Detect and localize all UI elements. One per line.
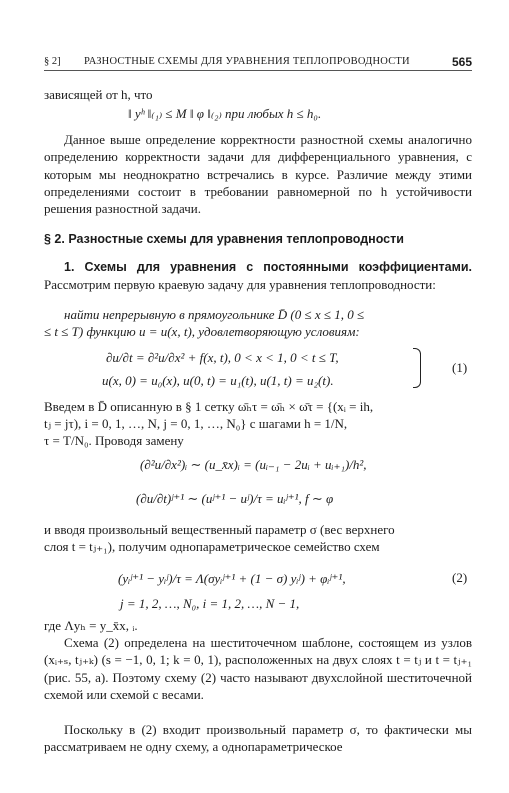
boundary-conditions: u(x, 0) = u₀(x), u(0, t) = u₁(t), u(1, t) = u₂(t). — [102, 373, 334, 388]
section-heading: § 2. Разностные схемы для уравнения теплопроводности — [44, 232, 404, 246]
grid-line-1: Введем в D̄ описанную в § 1 сетку ω̄ₕτ = ω̄ₕ × ω̄τ = {(xᵢ = ih, — [44, 399, 374, 414]
paragraph-definition: Данное выше определение корректности разностной схемы аналогично определению корректности задачи для дифференциального уравнения, с которым мы неоднократно встречались в курсе. Различие между этими определениями состоит в требовании равномерной по h устойчивости решения разностной задачи. — [44, 132, 472, 217]
header-title: РАЗНОСТНЫЕ СХЕМЫ ДЛЯ УРАВНЕНИЯ ТЕПЛОПРОВОДНОСТИ — [84, 56, 410, 67]
task-line-2: ≤ t ≤ T) функцию u = u(x, t), удовлетворяющую условиям: — [44, 324, 360, 339]
header-rule — [44, 70, 472, 71]
grid-line-2: tⱼ = jτ), i = 0, 1, …, N, j = 0, 1, …, N₀} с шагами h = 1/N, — [44, 416, 348, 431]
page-number: 565 — [451, 55, 472, 69]
intro-text: Рассмотрим первую краевую задачу для уравнения теплопроводности: — [44, 277, 436, 293]
subsection-heading: 1. Схемы для уравнения с постоянными коэффициентами. — [64, 260, 472, 274]
index-ranges: j = 1, 2, …, N₀, i = 1, 2, …, N − 1, — [120, 596, 300, 611]
heat-equation: ∂u/∂t = ∂²u/∂x² + f(x, t), 0 < x < 1, 0 < t ≤ T, — [106, 350, 339, 365]
weight-line-1: и вводя произвольный вещественный параметр σ (вес верхнего — [44, 522, 395, 537]
right-brace — [413, 348, 421, 388]
weight-line-2: слоя t = tⱼ₊₁), получим однопараметрическое семейство схем — [44, 539, 380, 554]
task-line-1: найти непрерывную в прямоугольнике D̄ (0 ≤ x ≤ 1, 0 ≤ — [64, 307, 365, 322]
equation-number-1: (1) — [452, 360, 468, 375]
header-section: § 2] — [44, 56, 61, 67]
second-derivative-approx: (∂²u/∂x²)ᵢ ∼ (u_x̄x)ᵢ = (uᵢ₋₁ − 2uᵢ + uᵢ₊₁)/h², — [140, 457, 367, 472]
paragraph-intro — [44, 258, 472, 294]
operator-definition: где Λyₕ = y_x̄x, ᵢ. — [44, 618, 138, 633]
time-derivative-approx: (∂u/∂t)ʲ⁺¹ ∼ (uʲ⁺¹ − uʲ)/τ = uᵢʲ⁺¹, f ∼ φ — [136, 491, 334, 506]
grid-line-3: τ = T/N₀. Проводя замену — [44, 433, 184, 448]
equation-number-2: (2) — [452, 570, 468, 585]
text-line: зависящей от h, что — [44, 87, 153, 102]
scheme-equation: (yᵢʲ⁺¹ − yᵢʲ)/τ = Λ(σyᵢʲ⁺¹ + (1 − σ) yᵢʲ) + φᵢʲ⁺¹, — [118, 571, 346, 586]
paragraph-parameter: Поскольку в (2) входит произвольный параметр σ, то фактически мы рассматриваем не одну схему, а однопараметрическое — [44, 722, 472, 755]
paragraph-stencil: Схема (2) определена на шеститочечном шаблоне, состоящем из узлов (xᵢ₊ₛ, tⱼ₊ₖ) (s = −1, 0, 1; k = 0, 1), расположенных на двух слоях t = tⱼ и t = tⱼ₊₁ (рис. 55, а). Поэтому схему (2) часто называют двухслойной шеститочечной схемой или схемой с весами. — [44, 635, 472, 702]
norm-equation: ‖ yʰ ‖₍₁₎ ≤ M ‖ φ ‖₍₂₎ при любых h ≤ h₀. — [128, 106, 322, 121]
